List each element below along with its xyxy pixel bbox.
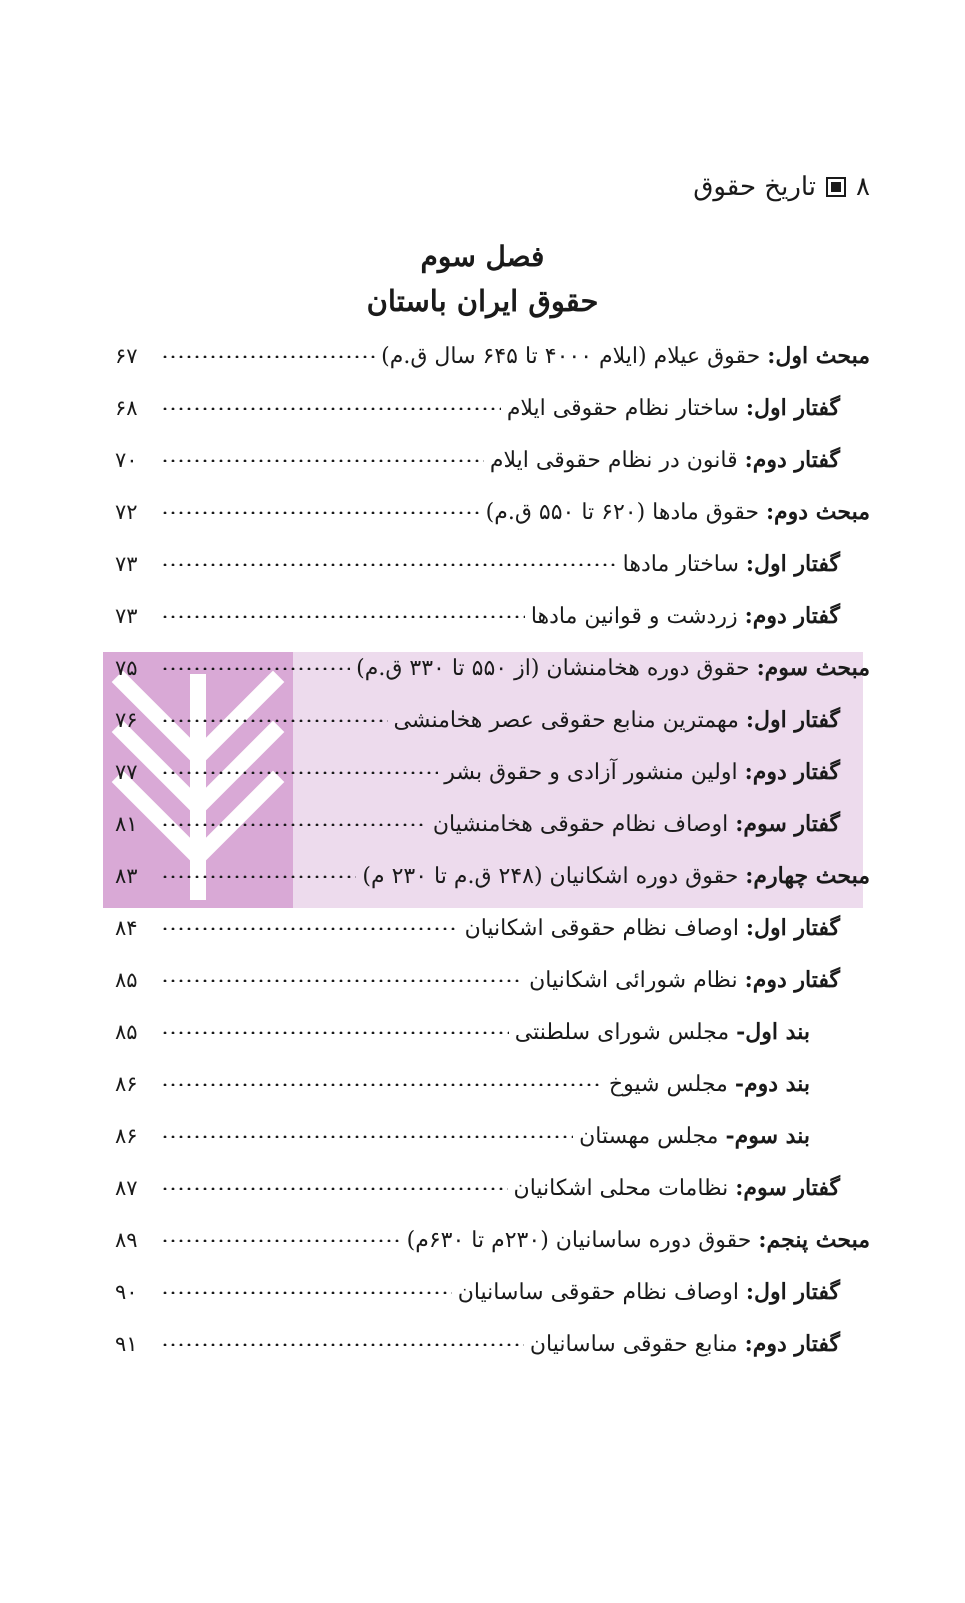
page-number: ۸ (856, 172, 870, 202)
toc-entry-label (490, 447, 840, 473)
toc-entry-heading: مبحث سوم: (756, 655, 870, 681)
toc-entry (0, 850, 965, 902)
toc-entry (0, 434, 965, 486)
toc-entry-label (362, 863, 870, 889)
dot-leader (161, 407, 501, 410)
dot-leader (161, 979, 523, 982)
toc-entry (0, 694, 965, 746)
toc-entry-text: اوصاف نظام حقوقی اشکانیان (464, 916, 746, 941)
dot-leader (161, 1083, 603, 1086)
toc-entry (0, 1006, 965, 1058)
toc-entry-label (579, 1123, 810, 1149)
toc-entry-heading: گفتار دوم: (744, 1331, 840, 1357)
toc-entry-text: مجلس شیوخ (608, 1072, 735, 1097)
toc-entry-label (530, 1331, 840, 1357)
toc-page-number: ۷۶ (115, 708, 138, 732)
toc-page-number: ۹۰ (115, 1280, 138, 1304)
toc-entry-text: حقوق عیلام (ایلام ۴۰۰۰ تا ۶۴۵ سال ق.م) (381, 344, 768, 369)
toc-entry-heading: گفتار اول: (745, 395, 840, 421)
dot-leader (161, 355, 375, 358)
dot-leader (161, 1291, 452, 1294)
toc-entry-label (407, 1227, 870, 1253)
toc-page-number: ۷۷ (115, 760, 138, 784)
toc-entry-heading: مبحث دوم: (765, 499, 870, 525)
toc-entry-heading: گفتار دوم: (744, 759, 840, 785)
toc-entry-label (507, 395, 840, 421)
toc-entry-heading: گفتار دوم: (744, 603, 840, 629)
dot-leader (161, 823, 427, 826)
toc-entry-label (433, 811, 840, 837)
toc-page-number: ۷۵ (115, 656, 138, 680)
dot-leader (161, 1031, 509, 1034)
toc-entry (0, 590, 965, 642)
toc-entry (0, 1162, 965, 1214)
toc-entry-label (465, 915, 840, 941)
toc-entry-label (458, 1279, 840, 1305)
toc-entry (0, 798, 965, 850)
toc-entry (0, 1266, 965, 1318)
toc-entry (0, 1318, 965, 1370)
toc-entry-label (381, 343, 870, 369)
toc-entry-text: اوصاف نظام حقوقی هخامنشیان (432, 812, 736, 837)
toc-entry-label (529, 967, 840, 993)
toc-entry-label (394, 707, 840, 733)
toc-entry-label (486, 499, 870, 525)
dot-leader (161, 719, 388, 722)
toc-entry-text: مجلس شورای سلطنتی (514, 1020, 737, 1045)
toc-entry-label (609, 1071, 810, 1097)
dot-leader (161, 511, 480, 514)
toc-page-number: ۸۶ (115, 1072, 138, 1096)
toc-entry (0, 330, 965, 382)
dot-leader (161, 1135, 573, 1138)
toc-entry-heading: گفتار دوم: (744, 447, 840, 473)
toc-entry-heading: گفتار سوم: (735, 1175, 840, 1201)
toc-entry-text: مهمترین منابع حقوقی عصر هخامنشی (393, 708, 746, 733)
dot-leader (161, 1187, 508, 1190)
dot-leader (161, 667, 350, 670)
toc-entry-heading: مبحث اول: (767, 343, 870, 369)
toc-entry-text: مجلس مهستان (579, 1124, 726, 1149)
dot-leader (161, 771, 438, 774)
toc-entry-heading: بند سوم- (725, 1123, 810, 1149)
toc-entry-text: حقوق دوره اشکانیان (۲۴۸ ق.م تا ۲۳۰ م) (362, 864, 746, 889)
toc-entry-text: نظام شورائی اشکانیان (529, 968, 745, 993)
dot-leader (161, 927, 459, 930)
toc-entry-heading: بند اول- (736, 1019, 810, 1045)
toc-entry (0, 1058, 965, 1110)
toc-page-number: ۸۶ (115, 1124, 138, 1148)
toc-entry-heading: گفتار اول: (745, 915, 840, 941)
toc-page-number: ۹۱ (115, 1332, 138, 1356)
chapter-subtitle: حقوق ایران باستان (366, 284, 599, 318)
toc-entry-label (444, 759, 840, 785)
toc-entry-text: حقوق دوره هخامنشان (از ۵۵۰ تا ۳۳۰ ق.م) (356, 656, 757, 681)
toc-entry-label (356, 655, 870, 681)
toc-page-number: ۸۵ (115, 1020, 138, 1044)
toc-entry-heading: مبحث چهارم: (745, 863, 870, 889)
toc-entry (0, 746, 965, 798)
toc-entry-heading: گفتار اول: (745, 707, 840, 733)
toc-page-number: ۷۰ (115, 448, 138, 472)
dot-leader (161, 459, 484, 462)
toc-page-number: ۸۴ (115, 916, 138, 940)
toc-page-number: ۷۲ (115, 500, 138, 524)
toc-entry-text: اوصاف نظام حقوقی ساسانیان (457, 1280, 746, 1305)
toc-page-number: ۷۳ (115, 552, 138, 576)
toc-page-number: ۷۳ (115, 604, 138, 628)
toc-entry (0, 1214, 965, 1266)
toc-entry-text: حقوق دوره ساسانیان (۲۳۰م تا ۶۳۰م) (406, 1228, 759, 1253)
toc-entry-text: قانون در نظام حقوقی ایلام (489, 448, 745, 473)
toc-entry-heading: بند دوم- (734, 1071, 810, 1097)
toc-page-number: ۸۹ (115, 1228, 138, 1252)
toc-entry-text: زردشت و قوانین مادها (530, 604, 745, 629)
toc-entry-text: حقوق مادها (۶۲۰ تا ۵۵۰ ق.م) (485, 500, 766, 525)
toc-entry-text: نظامات محلی اشکانیان (513, 1176, 736, 1201)
toc-entry (0, 1110, 965, 1162)
dot-leader (161, 1239, 401, 1242)
toc-entry-heading: مبحث پنجم: (758, 1227, 870, 1253)
toc-entry (0, 538, 965, 590)
running-header (693, 172, 870, 202)
toc-entry (0, 902, 965, 954)
toc-entry-label (514, 1175, 840, 1201)
toc-page-number: ۸۳ (115, 864, 138, 888)
dot-leader (161, 615, 525, 618)
toc-entry (0, 642, 965, 694)
toc-entry-label (623, 551, 840, 577)
toc-page-number: ۸۱ (115, 812, 138, 836)
toc-entry (0, 382, 965, 434)
toc-page-number: ۸۵ (115, 968, 138, 992)
dot-leader (161, 1343, 524, 1346)
dot-leader (161, 875, 356, 878)
chapter-title: فصل سوم (420, 240, 545, 273)
toc-page-number: ۶۷ (115, 344, 138, 368)
toc-entry-text: ساختار نظام حقوقی ایلام (506, 396, 746, 421)
toc-page-number: ۶۸ (115, 396, 138, 420)
toc-entry-label (531, 603, 840, 629)
toc-entry (0, 486, 965, 538)
toc-entry (0, 954, 965, 1006)
toc-entry-text: ساختار مادها (622, 552, 746, 577)
toc-entry-heading: گفتار اول: (745, 1279, 840, 1305)
toc-entry-text: منابع حقوقی ساسانیان (529, 1332, 745, 1357)
toc-entry-text: اولین منشور آزادی و حقوق بشر (444, 760, 745, 785)
toc-entry-heading: گفتار سوم: (735, 811, 840, 837)
dot-leader (161, 563, 617, 566)
toc-page-number: ۸۷ (115, 1176, 138, 1200)
square-bullet-icon (826, 177, 846, 197)
book-title: تاریخ حقوق (693, 172, 817, 202)
toc-entry-heading: گفتار اول: (745, 551, 840, 577)
toc-entry-heading: گفتار دوم: (744, 967, 840, 993)
toc-entry-label (515, 1019, 810, 1045)
